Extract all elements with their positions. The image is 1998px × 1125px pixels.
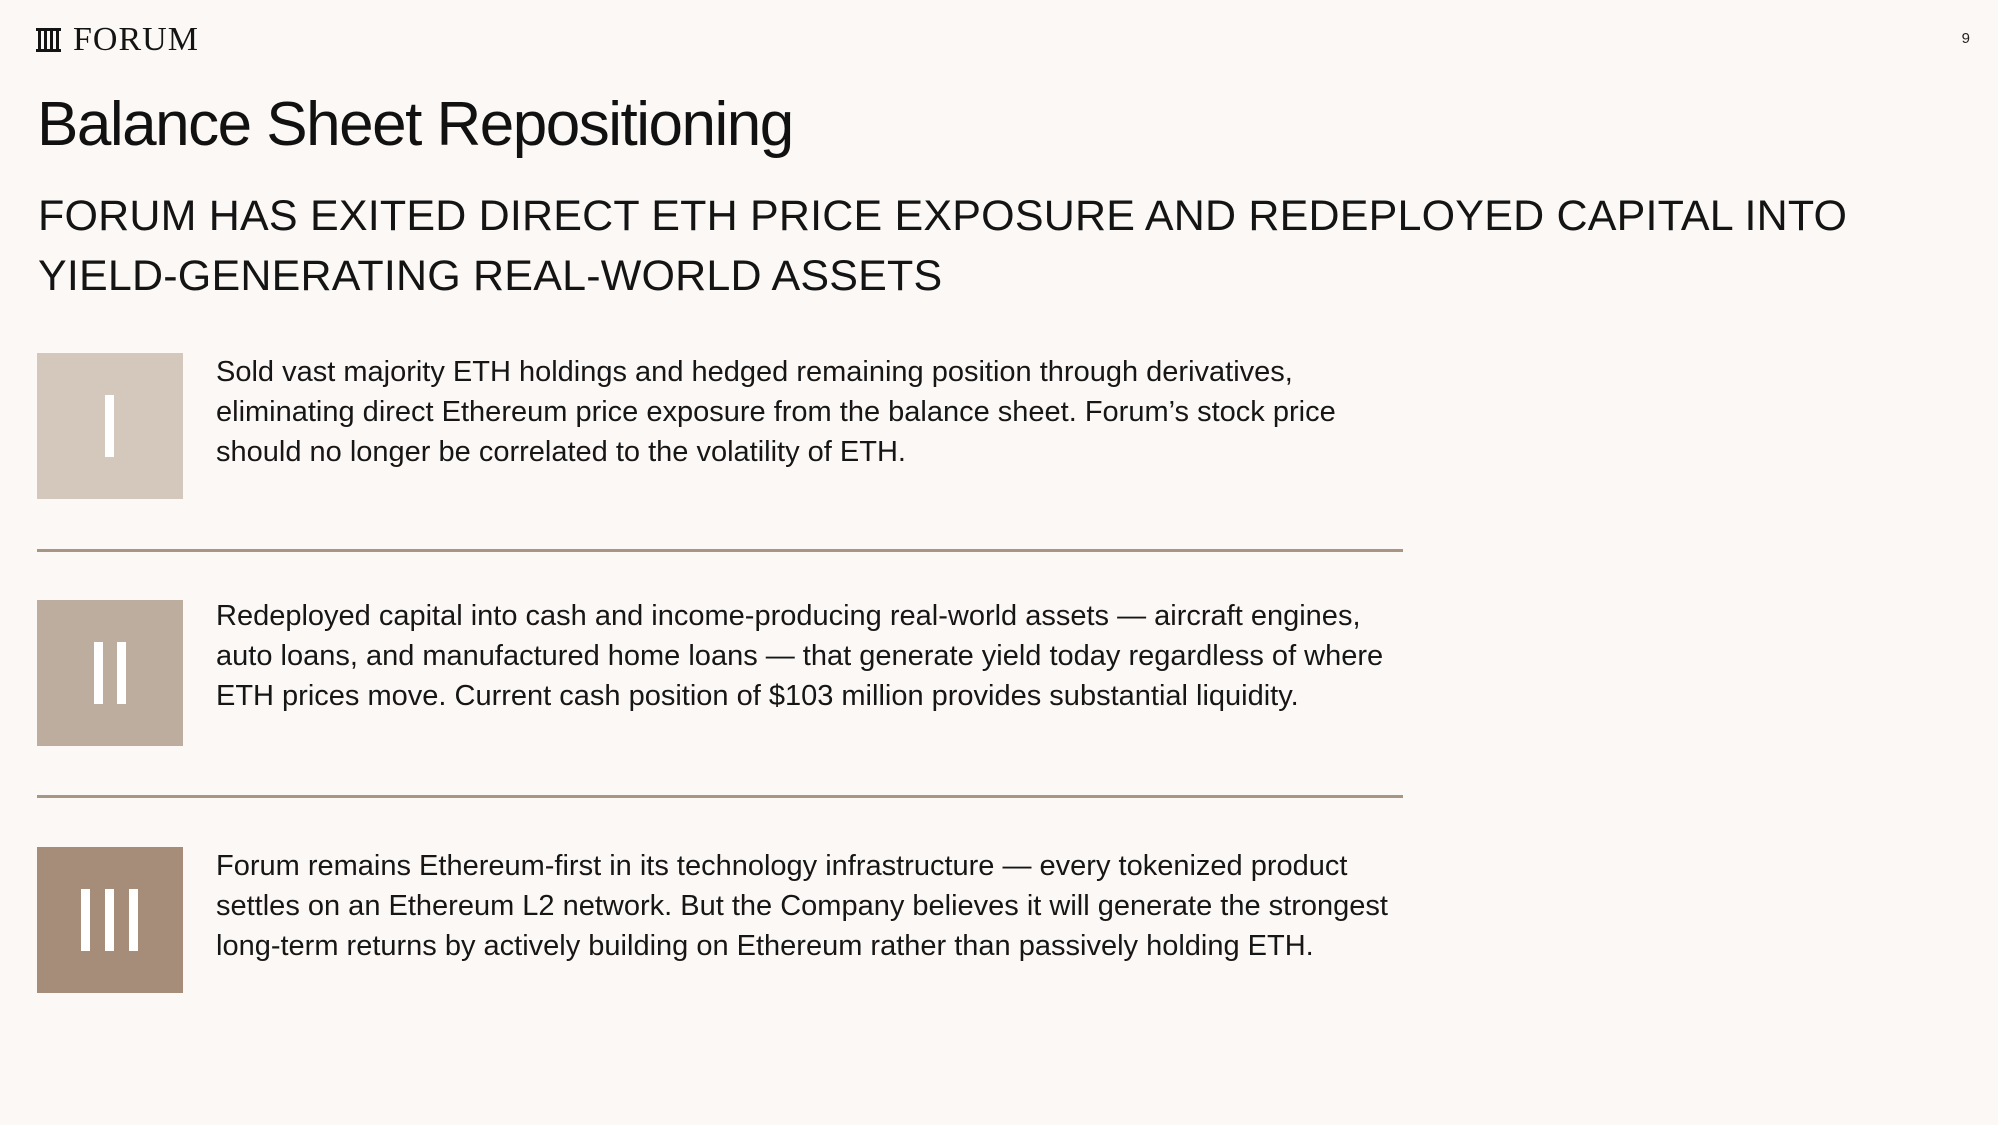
numeral-bar <box>105 395 114 457</box>
numeral-bar <box>81 889 90 951</box>
page-title: Balance Sheet Repositioning <box>37 90 793 159</box>
divider <box>37 795 1403 798</box>
numeral-block-3 <box>37 847 183 993</box>
numeral-bar <box>117 642 126 704</box>
logo <box>36 22 199 58</box>
numeral-bar <box>94 642 103 704</box>
divider <box>37 549 1403 552</box>
forum-logo-icon <box>36 28 61 52</box>
page-subtitle: FORUM HAS EXITED DIRECT ETH PRICE EXPOSURE AND REDEPLOYED CAPITAL INTO YIELD-GENERATING REAL-WORLD ASSETS <box>38 192 1848 300</box>
item-text-3: Forum remains Ethereum-first in its technology infrastructure — every tokenized product settles on an Ethereum L2 network. But the Company believes it will generate the strongest long-term returns by actively building on Ethereum rather than passively holding ETH. <box>216 850 1388 962</box>
numeral-bar <box>105 889 114 951</box>
numeral-bar <box>129 889 138 951</box>
page-number: 9 <box>1961 30 1970 47</box>
logo-text: FORUM <box>73 21 199 58</box>
item-text-1: Sold vast majority ETH holdings and hedged remaining position through derivatives, eliminating direct Ethereum price exposure from the balance sheet. Forum’s stock price should no longer be correlated to the volatility of ETH. <box>216 356 1336 468</box>
numeral-block-2 <box>37 600 183 746</box>
numeral-block-1 <box>37 353 183 499</box>
item-text-2: Redeployed capital into cash and income-producing real-world assets — aircraft engines, auto loans, and manufactured home loans — that generate yield today regardless of where ETH prices move. Current cash position of $103 million provides substantial liquidity. <box>216 600 1384 712</box>
